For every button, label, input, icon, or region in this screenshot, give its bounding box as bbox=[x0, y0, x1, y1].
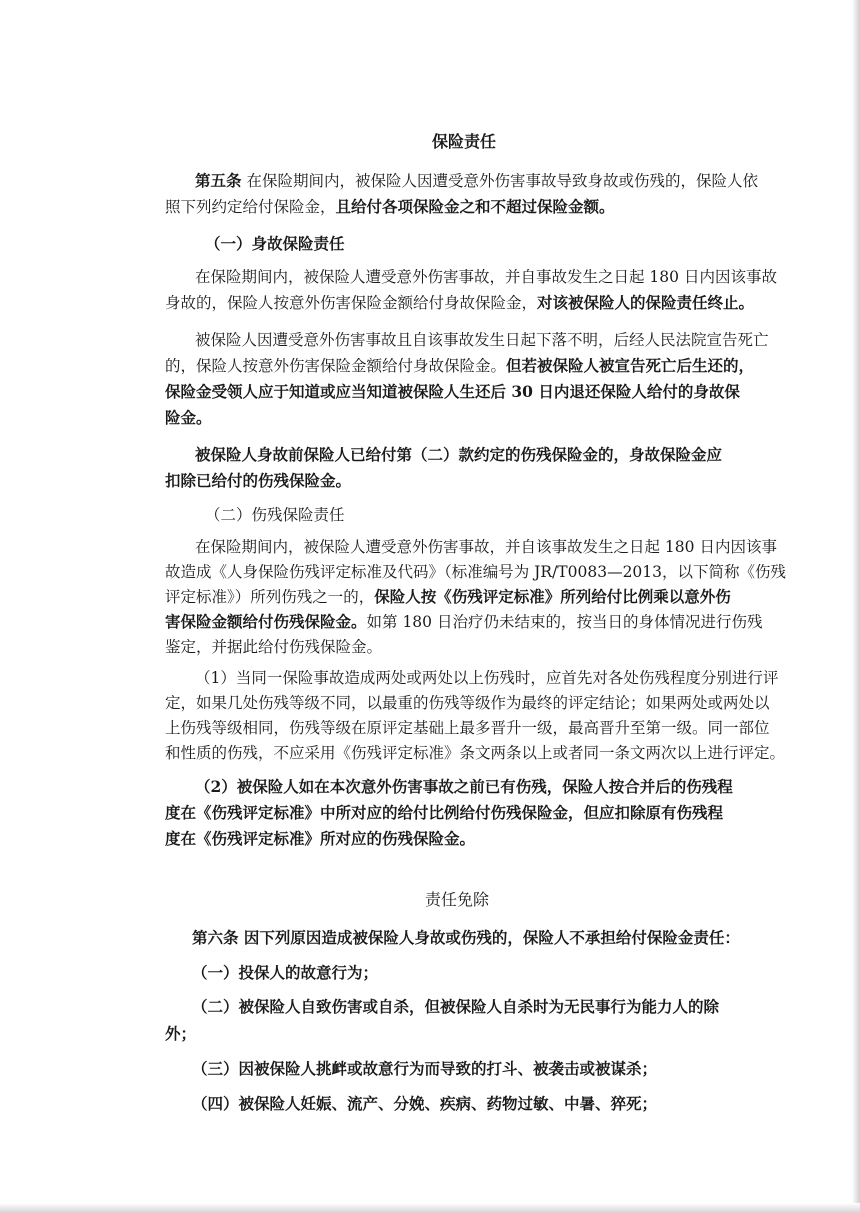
article5-text-2b: 且给付各项保险金之和不超过保险金额。 bbox=[335, 197, 615, 216]
article5-text: 在保险期间内，被保险人因遭受意外伤害事故导致身故或伤残的，保险人依 bbox=[241, 172, 758, 190]
disability-para3-line-1: （2）被保险人如在本次意外伤害事故之前已有伤残，保险人按合并后的伤残程 bbox=[195, 777, 733, 796]
disability-para2-line-1: （1）当同一保险事故造成两处或两处以上伤残时，应首先对各处伤残程度分别进行评 bbox=[195, 669, 779, 687]
disability-para1-text-4b: 如第 180 日治疗仍未结束的，按当日的身体情况进行伤残 bbox=[366, 613, 763, 631]
death-para1-line-2 bbox=[165, 292, 765, 314]
disability-para1-line-2: 故造成《人身保险伤残评定标准及代码》（标准编号为 JR/T0083—2013，以下简称《伤残 bbox=[165, 563, 787, 581]
death-para2-line-2 bbox=[165, 355, 765, 377]
section-title-responsibility: 保险责任 bbox=[432, 132, 497, 151]
disability-para1-text-4a: 害保险金额给付伤残保险金。 bbox=[165, 612, 367, 631]
disability-para3-line-3: 度在《伤残评定标准》所对应的伤残保险金。 bbox=[165, 829, 476, 848]
exclusion-item-2-line-1: （二）被保险人自致伤害或自杀，但被保险人自杀时为无民事行为能力人的除 bbox=[192, 997, 720, 1016]
death-para2-text-a: 的，保险人按意外伤害保险金额给付身故保险金。 bbox=[165, 357, 507, 375]
disability-para1-text-3a: 评定标准》）所列伤残之一的， bbox=[165, 588, 375, 606]
death-para1-text-b: 对该被保险人的保险责任终止。 bbox=[537, 293, 755, 312]
disability-para1-text-3b: 保险人按《伤残评定标准》所列给付比例乘以意外伤 bbox=[374, 587, 731, 606]
death-para3-line-1: 被保险人身故前保险人已给付第（二）款约定的伤残保险金的，身故保险金应 bbox=[195, 445, 723, 464]
disability-liability-heading: （二）伤残保险责任 bbox=[205, 506, 345, 524]
disability-para3-line-2: 度在《伤残评定标准》中所对应的给付比例给付伤残保险金，但应扣除原有伤残程 bbox=[165, 803, 724, 822]
section-title-exclusion: 责任免除 bbox=[425, 890, 490, 909]
death-para2-text-b: 但若被保险人被宣告死亡后生还的， bbox=[506, 356, 755, 375]
article5-line-1 bbox=[195, 170, 795, 192]
scan-edge-right bbox=[852, 0, 860, 1213]
article6-line-1: 第六条 因下列原因造成被保险人身故或伤残的，保险人不承担给付保险金责任： bbox=[192, 928, 740, 947]
disability-para2-line-3: 上伤残等级相同，伤残等级在原评定基础上最多晋升一级，最高晋升至第一级。同一部位 bbox=[165, 719, 770, 737]
death-para2-line-1: 被保险人因遭受意外伤害事故且自该事故发生日起下落不明，后经人民法院宣告死亡 bbox=[195, 331, 769, 349]
death-para1-text-a: 身故的，保险人按意外伤害保险金额给付身故保险金， bbox=[165, 294, 538, 312]
disability-para1-line-5: 鉴定，并据此给付伤残保险金。 bbox=[165, 638, 383, 656]
disability-para1-line-4 bbox=[165, 611, 765, 633]
death-liability-heading: （一）身故保险责任 bbox=[205, 234, 345, 253]
disability-para1-line-1: 在保险期间内，被保险人遭受意外伤害事故，并自该事故发生之日起 180 日内因该事 bbox=[195, 538, 777, 556]
exclusion-item-2-line-2: 外； bbox=[165, 1024, 197, 1043]
death-para2-line-4: 险金。 bbox=[165, 408, 212, 427]
article5-text-2a: 照下列约定给付保险金， bbox=[165, 198, 336, 216]
exclusion-item-3: （三）因被保险人挑衅或故意行为而导致的打斗、被袭击或被谋杀； bbox=[192, 1059, 658, 1078]
exclusion-item-1: （一）投保人的故意行为； bbox=[192, 963, 379, 982]
scan-edge-bottom bbox=[0, 1203, 860, 1213]
exclusion-item-4: （四）被保险人妊娠、流产、分娩、疾病、药物过敏、中暑、猝死； bbox=[192, 1094, 658, 1113]
disability-para2-line-2: 定，如果几处伤残等级不同，以最重的伤残等级作为最终的评定结论；如果两处或两处以 bbox=[165, 694, 770, 712]
disability-para2-line-4: 和性质的伤残，不应采用《伤残评定标准》条文两条以上或者同一条文两次以上进行评定。 bbox=[165, 744, 786, 762]
death-para2-line-3: 保险金受领人应于知道或应当知道被保险人生还后 30 日内退还保险人给付的身故保 bbox=[165, 382, 740, 401]
disability-para1-line-3 bbox=[165, 586, 765, 608]
article5-line-2 bbox=[165, 196, 765, 218]
death-para3-line-2: 扣除已给付的伤残保险金。 bbox=[165, 471, 352, 490]
article5-label: 第五条 bbox=[195, 171, 242, 190]
death-para1-line-1: 在保险期间内，被保险人遭受意外伤害事故，并自事故发生之日起 180 日内因该事故 bbox=[195, 268, 777, 286]
